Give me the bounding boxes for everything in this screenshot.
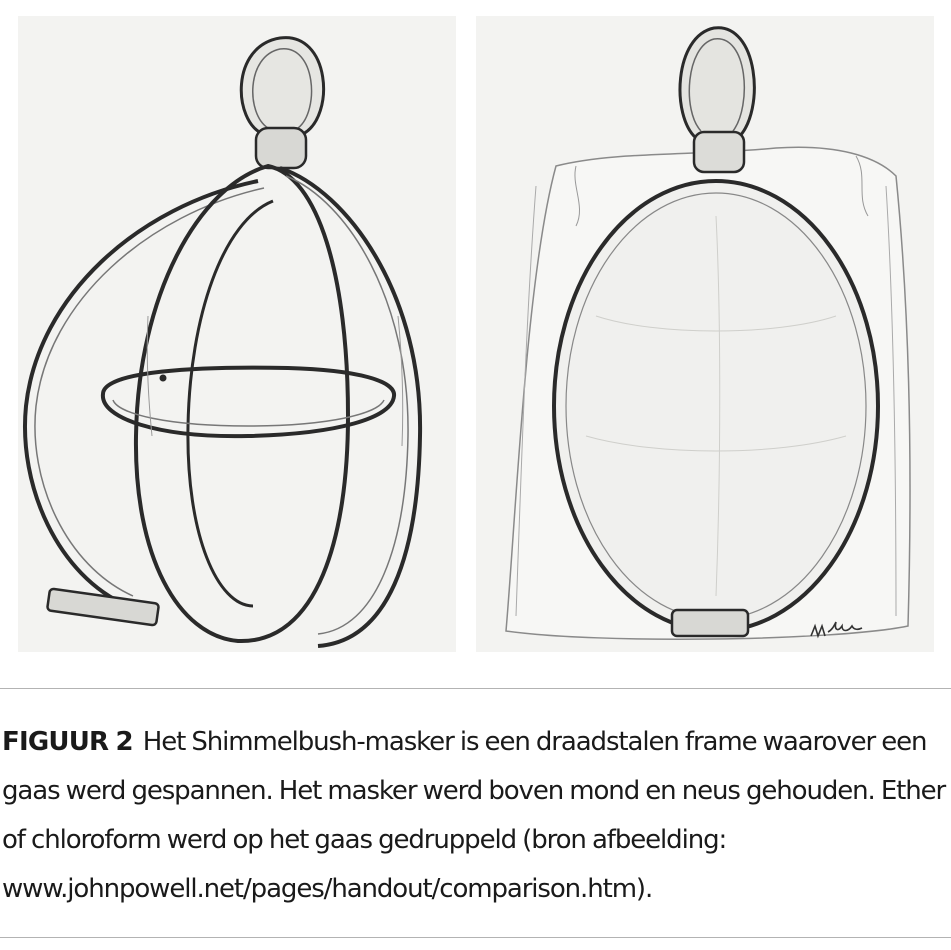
figure-label: FIGUUR 2 [2, 727, 133, 757]
caption-top-rule [0, 688, 951, 689]
figure-caption [2, 718, 949, 914]
figure-panel-wire-frame [18, 16, 456, 652]
gauze-mask-illustration [476, 16, 934, 652]
figure-caption-text: Het Shimmelbush-masker is een draadstalen frame waarover een gaas werd gespannen. Het masker werd boven mond en neus gehouden. Ether of chloroform werd op het gaas gedruppeld (bron afbeelding: www.johnpowell.net/pages/handout/comparison.htm). [2, 727, 946, 904]
wire-frame-illustration [18, 16, 456, 652]
figure-panel-gauze-mask [476, 16, 934, 652]
caption-bottom-rule [0, 937, 951, 938]
